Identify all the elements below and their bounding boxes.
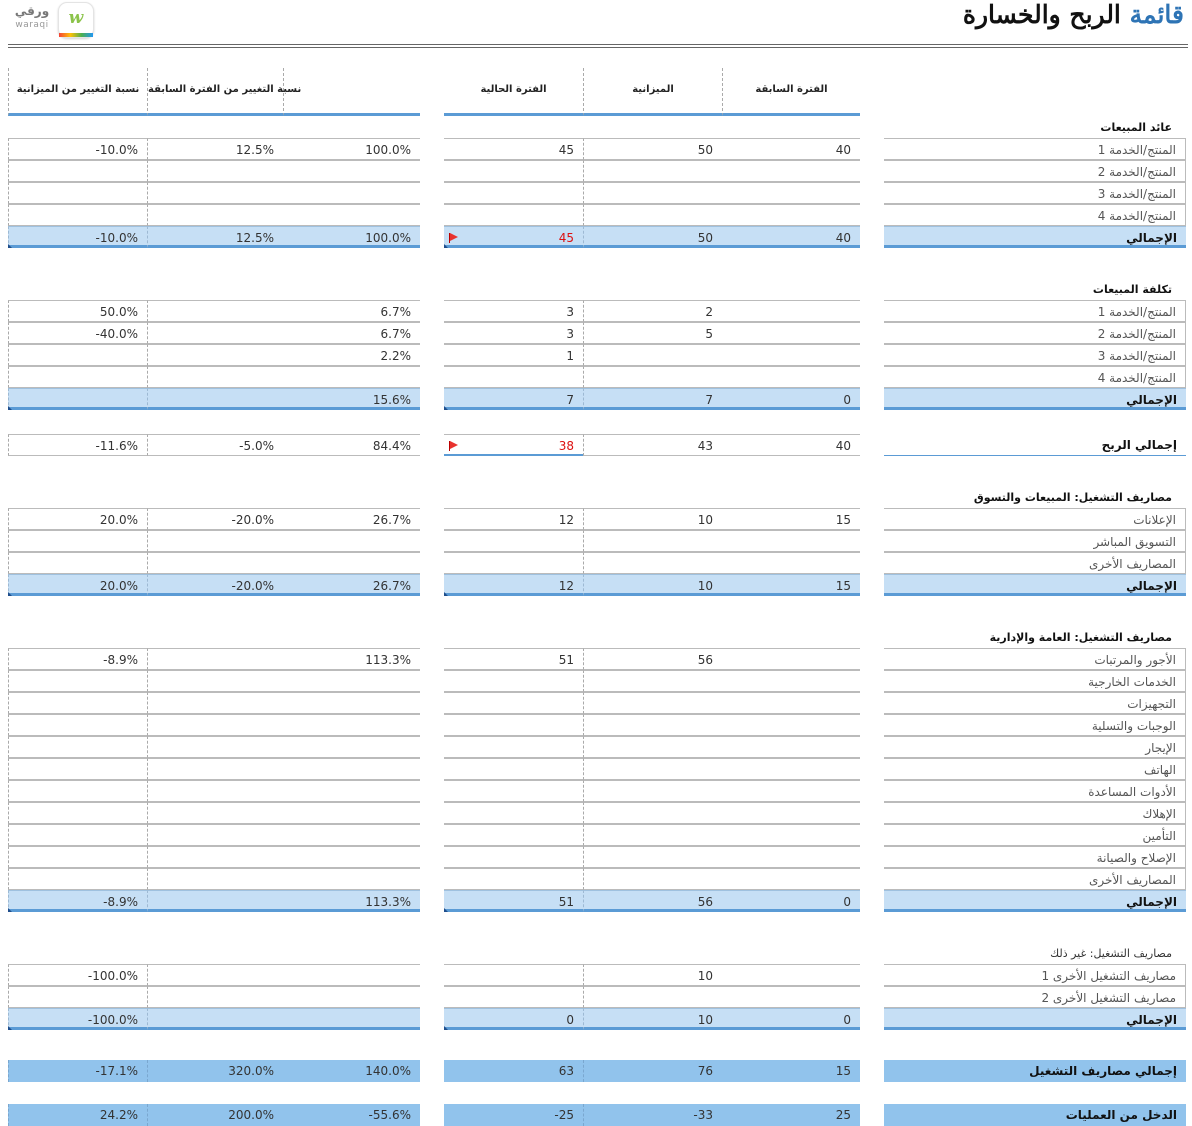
cell-lbl: مصاريف التشغيل الأخرى 1	[884, 964, 1186, 986]
table-row	[0, 846, 1192, 868]
cell-pct	[283, 964, 420, 986]
cell-chg_prev	[147, 780, 283, 802]
cell-curr: 45	[444, 138, 583, 160]
cell-chg_prev	[147, 530, 283, 552]
cell-chg_prev	[147, 714, 283, 736]
cell-lbl: المنتج/الخدمة 4	[884, 366, 1186, 388]
cell-chg_budget	[8, 802, 147, 824]
section-title: مصاريف التشغيل: العامة والإدارية	[989, 631, 1172, 644]
total-row	[0, 388, 1192, 410]
table-row	[0, 670, 1192, 692]
cell-chg_budget: 24.2%	[8, 1104, 147, 1126]
cell-chg_budget: 20.0%	[8, 508, 147, 530]
cell-curr	[444, 846, 583, 868]
cell-chg_prev	[147, 552, 283, 574]
table-row	[0, 824, 1192, 846]
cell-pct	[283, 692, 420, 714]
cell-curr: 12	[444, 574, 583, 596]
cell-budget: 10	[583, 1008, 722, 1030]
cell-prev	[722, 648, 860, 670]
cell-lbl: الإجمالي	[884, 226, 1186, 248]
cell-chg_budget: -40.0%	[8, 322, 147, 344]
cell-pct	[283, 530, 420, 552]
cell-budget: 5	[583, 322, 722, 344]
col-header-budget: الميزانية	[583, 68, 722, 116]
table-row	[0, 322, 1192, 344]
cell-curr: 3	[444, 322, 583, 344]
cell-budget: 76	[583, 1060, 722, 1082]
cell-prev: 40	[722, 226, 860, 248]
cell-pct	[283, 552, 420, 574]
table-row	[0, 138, 1192, 160]
cell-prev	[722, 824, 860, 846]
cell-lbl: المنتج/الخدمة 1	[884, 138, 1186, 160]
cell-curr	[444, 780, 583, 802]
cell-pct: 84.4%	[283, 434, 420, 456]
cell-chg_budget	[8, 868, 147, 890]
cell-chg_prev: 320.0%	[147, 1060, 283, 1082]
cell-pct	[283, 780, 420, 802]
table-row	[0, 508, 1192, 530]
cell-chg_budget	[8, 204, 147, 226]
corner-marker	[444, 592, 448, 596]
cell-lbl: الإجمالي	[884, 574, 1186, 596]
logo-wordmark: ورقي	[14, 4, 50, 18]
cell-budget	[583, 824, 722, 846]
col-header-pct	[283, 68, 420, 116]
cell-chg_prev	[147, 758, 283, 780]
cell-chg_prev	[147, 322, 283, 344]
table-row	[0, 530, 1192, 552]
cell-chg_budget	[8, 714, 147, 736]
corner-marker	[8, 244, 12, 248]
cell-lbl: الإصلاح والصيانة	[884, 846, 1186, 868]
logo-icon: w	[58, 2, 94, 38]
cell-lbl: المنتج/الخدمة 2	[884, 322, 1186, 344]
cell-prev	[722, 714, 860, 736]
cell-budget: 50	[583, 138, 722, 160]
cell-chg_prev: -5.0%	[147, 434, 283, 456]
cell-prev	[722, 344, 860, 366]
table-row	[0, 366, 1192, 388]
cell-curr	[444, 802, 583, 824]
cell-chg_prev	[147, 670, 283, 692]
cell-lbl: التسويق المباشر	[884, 530, 1186, 552]
cell-chg_budget: -17.1%	[8, 1060, 147, 1082]
cell-chg_prev	[147, 366, 283, 388]
section-title: تكلفة المبيعات	[1092, 283, 1172, 296]
cell-chg_prev	[147, 300, 283, 322]
cell-chg_prev	[147, 846, 283, 868]
cell-prev	[722, 182, 860, 204]
cell-curr	[444, 964, 583, 986]
cell-chg_budget: -100.0%	[8, 964, 147, 986]
cell-budget	[583, 670, 722, 692]
cell-lbl: المصاريف الأخرى	[884, 868, 1186, 890]
table-row	[0, 986, 1192, 1008]
cell-lbl: المنتج/الخدمة 3	[884, 344, 1186, 366]
cell-prev: 15	[722, 508, 860, 530]
col-header-prev: الفترة السابقة	[722, 68, 860, 116]
cell-lbl: إجمالي مصاريف التشغيل	[884, 1060, 1186, 1082]
cell-lbl: الأدوات المساعدة	[884, 780, 1186, 802]
cell-budget: 7	[583, 388, 722, 410]
cell-curr	[444, 366, 583, 388]
cell-budget	[583, 530, 722, 552]
col-header-chg_prev: نسبة التغيير من الفترة السابقة	[147, 68, 283, 116]
cell-budget: 56	[583, 648, 722, 670]
cell-budget	[583, 204, 722, 226]
cell-chg_budget	[8, 670, 147, 692]
cell-chg_budget	[8, 780, 147, 802]
corner-marker	[444, 244, 448, 248]
cell-pct	[283, 758, 420, 780]
flag-icon	[449, 441, 459, 451]
cell-pct: 100.0%	[283, 226, 420, 248]
cell-prev	[722, 530, 860, 552]
cell-prev: 40	[722, 434, 860, 456]
table-row	[0, 692, 1192, 714]
cell-budget	[583, 868, 722, 890]
cell-pct	[283, 802, 420, 824]
cell-lbl: الإيجار	[884, 736, 1186, 758]
cell-curr	[444, 714, 583, 736]
cell-curr: 45	[444, 226, 583, 248]
cell-prev: 0	[722, 890, 860, 912]
corner-marker	[8, 592, 12, 596]
cell-prev: 15	[722, 1060, 860, 1082]
cell-pct: 26.7%	[283, 508, 420, 530]
cell-curr: 38	[444, 434, 583, 456]
corner-marker	[444, 1026, 448, 1030]
cell-chg_budget: -8.9%	[8, 648, 147, 670]
cell-pct: 6.7%	[283, 300, 420, 322]
cell-budget	[583, 552, 722, 574]
cell-chg_prev	[147, 868, 283, 890]
cell-prev: 15	[722, 574, 860, 596]
cell-chg_budget: -10.0%	[8, 138, 147, 160]
cell-budget: -33	[583, 1104, 722, 1126]
table-row	[0, 736, 1192, 758]
cell-prev: 25	[722, 1104, 860, 1126]
cell-budget: 10	[583, 574, 722, 596]
gross-profit-row	[0, 434, 1192, 456]
cell-chg_prev	[147, 1008, 283, 1030]
cell-lbl: المنتج/الخدمة 1	[884, 300, 1186, 322]
cell-prev	[722, 204, 860, 226]
cell-prev	[722, 964, 860, 986]
cell-pct	[283, 1008, 420, 1030]
cell-prev: 0	[722, 1008, 860, 1030]
cell-chg_budget	[8, 846, 147, 868]
cell-curr	[444, 670, 583, 692]
total-row	[0, 890, 1192, 912]
corner-marker	[444, 908, 448, 912]
cell-chg_prev: 12.5%	[147, 226, 283, 248]
cell-budget	[583, 802, 722, 824]
cell-pct: 100.0%	[283, 138, 420, 160]
table-row	[0, 344, 1192, 366]
cell-prev	[722, 670, 860, 692]
cell-lbl: إجمالي الربح	[884, 434, 1186, 456]
cell-lbl: الهاتف	[884, 758, 1186, 780]
cell-pct: 113.3%	[283, 890, 420, 912]
cell-chg_prev	[147, 802, 283, 824]
cell-budget	[583, 692, 722, 714]
cell-lbl: التجهيزات	[884, 692, 1186, 714]
cell-lbl: الإعلانات	[884, 508, 1186, 530]
cell-pct	[283, 670, 420, 692]
cell-chg_prev	[147, 692, 283, 714]
cell-curr: 7	[444, 388, 583, 410]
cell-budget: 2	[583, 300, 722, 322]
title-rule-2	[8, 47, 1188, 48]
table-row	[0, 802, 1192, 824]
table-row	[0, 160, 1192, 182]
cell-lbl: المصاريف الأخرى	[884, 552, 1186, 574]
cell-chg_prev	[147, 986, 283, 1008]
table-row	[0, 780, 1192, 802]
cell-chg_prev	[147, 160, 283, 182]
col-header-curr: الفترة الحالية	[444, 68, 583, 116]
cell-chg_budget	[8, 552, 147, 574]
cell-chg_budget	[8, 986, 147, 1008]
cell-lbl: مصاريف التشغيل الأخرى 2	[884, 986, 1186, 1008]
cell-prev	[722, 552, 860, 574]
cell-curr	[444, 182, 583, 204]
cell-curr: 51	[444, 890, 583, 912]
cell-chg_budget: -10.0%	[8, 226, 147, 248]
cell-lbl: المنتج/الخدمة 2	[884, 160, 1186, 182]
cell-lbl: الأجور والمرتبات	[884, 648, 1186, 670]
cell-chg_budget	[8, 530, 147, 552]
cell-curr: 3	[444, 300, 583, 322]
cell-curr: 1	[444, 344, 583, 366]
table-row	[0, 964, 1192, 986]
cell-pct: 26.7%	[283, 574, 420, 596]
cell-budget: 43	[583, 434, 722, 456]
cell-budget	[583, 758, 722, 780]
cell-chg_budget	[8, 692, 147, 714]
cell-curr	[444, 552, 583, 574]
cell-prev	[722, 736, 860, 758]
cell-lbl: الإجمالي	[884, 890, 1186, 912]
cell-pct: 2.2%	[283, 344, 420, 366]
section-title: عائد المبيعات	[1100, 121, 1172, 134]
cell-chg_prev: -20.0%	[147, 508, 283, 530]
cell-lbl: المنتج/الخدمة 4	[884, 204, 1186, 226]
cell-curr	[444, 692, 583, 714]
table-row	[0, 552, 1192, 574]
cell-curr: 0	[444, 1008, 583, 1030]
cell-chg_prev: -20.0%	[147, 574, 283, 596]
cell-chg_budget	[8, 758, 147, 780]
summary-row	[0, 1104, 1192, 1126]
cell-lbl: الإجمالي	[884, 1008, 1186, 1030]
summary-row	[0, 1060, 1192, 1082]
cell-prev	[722, 160, 860, 182]
cell-lbl: الخدمات الخارجية	[884, 670, 1186, 692]
cell-lbl: الدخل من العمليات	[884, 1104, 1186, 1126]
cell-lbl: الوجبات والتسلية	[884, 714, 1186, 736]
cell-chg_budget	[8, 388, 147, 410]
table-row	[0, 204, 1192, 226]
cell-budget: 10	[583, 964, 722, 986]
cell-pct	[283, 824, 420, 846]
cell-pct: 113.3%	[283, 648, 420, 670]
cell-chg_prev	[147, 204, 283, 226]
table-row	[0, 182, 1192, 204]
cell-chg_budget	[8, 824, 147, 846]
flag-icon	[449, 233, 459, 243]
cell-chg_budget: 20.0%	[8, 574, 147, 596]
cell-chg_prev: 200.0%	[147, 1104, 283, 1126]
cell-prev	[722, 692, 860, 714]
cell-lbl: الإجمالي	[884, 388, 1186, 410]
cell-curr	[444, 758, 583, 780]
cell-prev	[722, 868, 860, 890]
cell-pct	[283, 986, 420, 1008]
table-row	[0, 648, 1192, 670]
logo-subtext: waraqi	[15, 20, 49, 30]
table-row	[0, 300, 1192, 322]
cell-prev	[722, 322, 860, 344]
cell-chg_prev	[147, 736, 283, 758]
cell-chg_prev	[147, 890, 283, 912]
cell-prev	[722, 986, 860, 1008]
cell-curr: 51	[444, 648, 583, 670]
cell-budget	[583, 986, 722, 1008]
cell-pct	[283, 846, 420, 868]
cell-chg_prev	[147, 964, 283, 986]
cell-curr: 12	[444, 508, 583, 530]
cell-chg_prev	[147, 648, 283, 670]
cell-pct: 140.0%	[283, 1060, 420, 1082]
cell-pct	[283, 736, 420, 758]
cell-budget: 56	[583, 890, 722, 912]
cell-chg_prev	[147, 182, 283, 204]
cell-pct: 15.6%	[283, 388, 420, 410]
cell-curr: -25	[444, 1104, 583, 1126]
cell-pct	[283, 366, 420, 388]
cell-curr: 63	[444, 1060, 583, 1082]
cell-curr	[444, 204, 583, 226]
cell-chg_budget	[8, 366, 147, 388]
cell-curr	[444, 736, 583, 758]
cell-chg_budget	[8, 160, 147, 182]
table-row	[0, 868, 1192, 890]
cell-chg_prev	[147, 824, 283, 846]
cell-pct	[283, 868, 420, 890]
waraqi-logo	[8, 2, 90, 40]
cell-chg_budget: -11.6%	[8, 434, 147, 456]
cell-pct	[283, 714, 420, 736]
cell-prev	[722, 846, 860, 868]
cell-chg_prev: 12.5%	[147, 138, 283, 160]
table-row	[0, 714, 1192, 736]
cell-pct	[283, 160, 420, 182]
page-title: قائمة الربح والخسارة	[962, 0, 1184, 29]
cell-budget	[583, 736, 722, 758]
corner-marker	[8, 908, 12, 912]
corner-marker	[444, 406, 448, 410]
total-row	[0, 574, 1192, 596]
section-title: مصاريف التشغيل: المبيعات والتسوق	[973, 491, 1172, 504]
cell-chg_budget: -8.9%	[8, 890, 147, 912]
cell-budget	[583, 366, 722, 388]
cell-prev: 0	[722, 388, 860, 410]
cell-budget	[583, 182, 722, 204]
cell-prev: 40	[722, 138, 860, 160]
cell-budget	[583, 780, 722, 802]
table-row	[0, 758, 1192, 780]
col-header-chg_budget: نسبة التغيير من الميزانية	[8, 68, 147, 116]
cell-prev	[722, 300, 860, 322]
cell-prev	[722, 780, 860, 802]
total-row	[0, 226, 1192, 248]
total-row	[0, 1008, 1192, 1030]
cell-budget	[583, 714, 722, 736]
cell-budget	[583, 846, 722, 868]
cell-chg_prev	[147, 344, 283, 366]
cell-prev	[722, 366, 860, 388]
cell-budget	[583, 344, 722, 366]
cell-prev	[722, 758, 860, 780]
title-rule	[8, 44, 1188, 45]
cell-curr	[444, 986, 583, 1008]
cell-chg_budget: -100.0%	[8, 1008, 147, 1030]
cell-pct	[283, 182, 420, 204]
cell-budget: 50	[583, 226, 722, 248]
cell-chg_budget	[8, 344, 147, 366]
cell-lbl: المنتج/الخدمة 3	[884, 182, 1186, 204]
cell-budget	[583, 160, 722, 182]
cell-chg_budget: 50.0%	[8, 300, 147, 322]
cell-curr	[444, 868, 583, 890]
cell-curr	[444, 160, 583, 182]
cell-chg_budget	[8, 736, 147, 758]
cell-lbl: التأمين	[884, 824, 1186, 846]
corner-marker	[8, 406, 12, 410]
cell-budget: 10	[583, 508, 722, 530]
cell-pct: 6.7%	[283, 322, 420, 344]
cell-chg_prev	[147, 388, 283, 410]
corner-marker	[8, 1026, 12, 1030]
cell-curr	[444, 824, 583, 846]
cell-chg_budget	[8, 182, 147, 204]
cell-curr	[444, 530, 583, 552]
cell-pct	[283, 204, 420, 226]
cell-prev	[722, 802, 860, 824]
cell-lbl: الإهلاك	[884, 802, 1186, 824]
cell-pct: -55.6%	[283, 1104, 420, 1126]
section-title: مصاريف التشغيل: غير ذلك	[1050, 947, 1172, 960]
